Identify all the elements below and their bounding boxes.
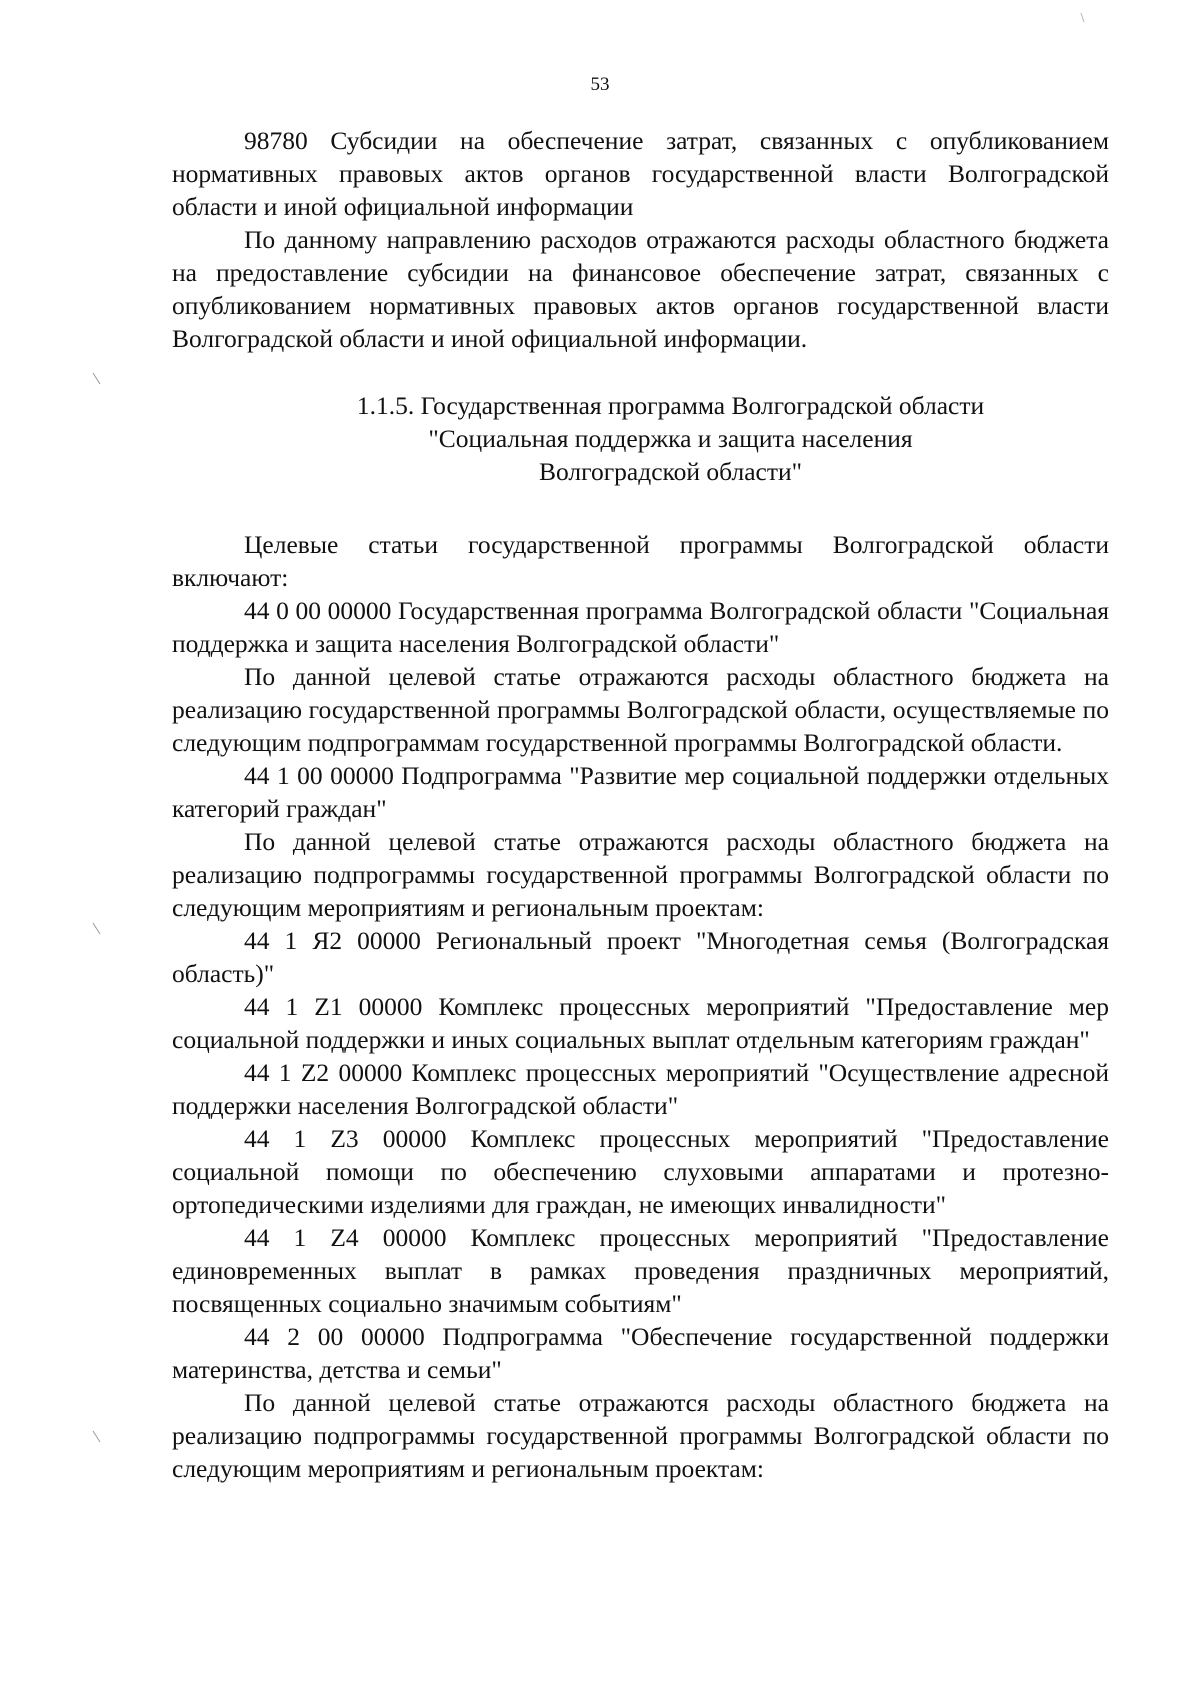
paragraph-98780-description: По данному направлению расходов отражаются расходы областного бюджета на предоставление субсидии на финансовое обеспечение затрат, связанных с опубликованием нормативных правовых актов органов государственной власти Волгоградской области и иной официальной информации. bbox=[172, 225, 1109, 353]
scan-artifact-mark bbox=[92, 1430, 102, 1444]
paragraph-program-expenses: По данной целевой статье отражаются расходы областного бюджета на реализацию государственной программы Волгоградской области, осуществляемые по следующим подпрограммам государственной программы Волгоградской области. bbox=[172, 662, 1109, 757]
page-number: 53 bbox=[590, 74, 610, 95]
scan-artifact-mark bbox=[92, 922, 102, 936]
document-body bbox=[172, 124, 1109, 1485]
section-heading-line-3: Волгоградской области" bbox=[538, 457, 803, 486]
paragraph-44-1-z2-00000: 44 1 Z2 00000 Комплекс процессных мероприятий "Осуществление адресной поддержки населения Волгоградской области" bbox=[172, 1058, 1109, 1120]
scan-artifact-mark bbox=[1078, 12, 1088, 26]
paragraph-44-1-z1-00000: 44 1 Z1 00000 Комплекс процессных мероприятий "Предоставление мер социальной поддержки и иных социальных выплат отдельным категориям граждан" bbox=[172, 992, 1109, 1054]
paragraph-44-1-z4-00000: 44 1 Z4 00000 Комплекс процессных мероприятий "Предоставление единовременных выплат в рамках проведения праздничных мероприятий, посвященных социально значимым событиям" bbox=[172, 1223, 1109, 1318]
paragraph-98780-title: 98780 Субсидии на обеспечение затрат, связанных с опубликованием нормативных правовых актов органов государственной власти Волгоградской области и иной официальной информации bbox=[172, 126, 1109, 221]
paragraph-44-1-00-00000: 44 1 00 00000 Подпрограмма "Развитие мер социальной поддержки отдельных категорий граждан" bbox=[172, 761, 1109, 823]
section-heading bbox=[172, 389, 1109, 488]
paragraph-44-2-00-00000: 44 2 00 00000 Подпрограмма "Обеспечение государственной поддержки материнства, детства и семьи" bbox=[172, 1322, 1109, 1384]
paragraph-44-0-00-00000: 44 0 00 00000 Государственная программа Волгоградской области "Социальная поддержка и защита населения Волгоградской области" bbox=[172, 596, 1109, 658]
paragraph-subprogram-2-expenses: По данной целевой статье отражаются расходы областного бюджета на реализацию подпрограммы государственной программы Волгоградской области по следующим мероприятиям и региональным проектам: bbox=[172, 1388, 1109, 1483]
section-heading-line-1: 1.1.5. Государственная программа Волгоградской области bbox=[356, 391, 985, 420]
paragraph-44-1-ya2-00000: 44 1 Я2 00000 Региональный проект "Многодетная семья (Волгоградская область)" bbox=[172, 926, 1109, 988]
paragraph-subprogram-1-expenses: По данной целевой статье отражаются расходы областного бюджета на реализацию подпрограммы государственной программы Волгоградской области по следующим мероприятиям и региональным проектам: bbox=[172, 827, 1109, 922]
paragraph-target-articles-intro: Целевые статьи государственной программы Волгоградской области включают: bbox=[172, 530, 1109, 592]
section-heading-line-2: "Социальная поддержка и защита населения bbox=[428, 424, 913, 453]
scan-artifact-mark bbox=[92, 372, 102, 386]
paragraph-44-1-z3-00000: 44 1 Z3 00000 Комплекс процессных мероприятий "Предоставление социальной помощи по обеспечению слуховыми аппаратами и протезно-ортопедическими изделиями для граждан, не имеющих инвалидности" bbox=[172, 1124, 1109, 1219]
